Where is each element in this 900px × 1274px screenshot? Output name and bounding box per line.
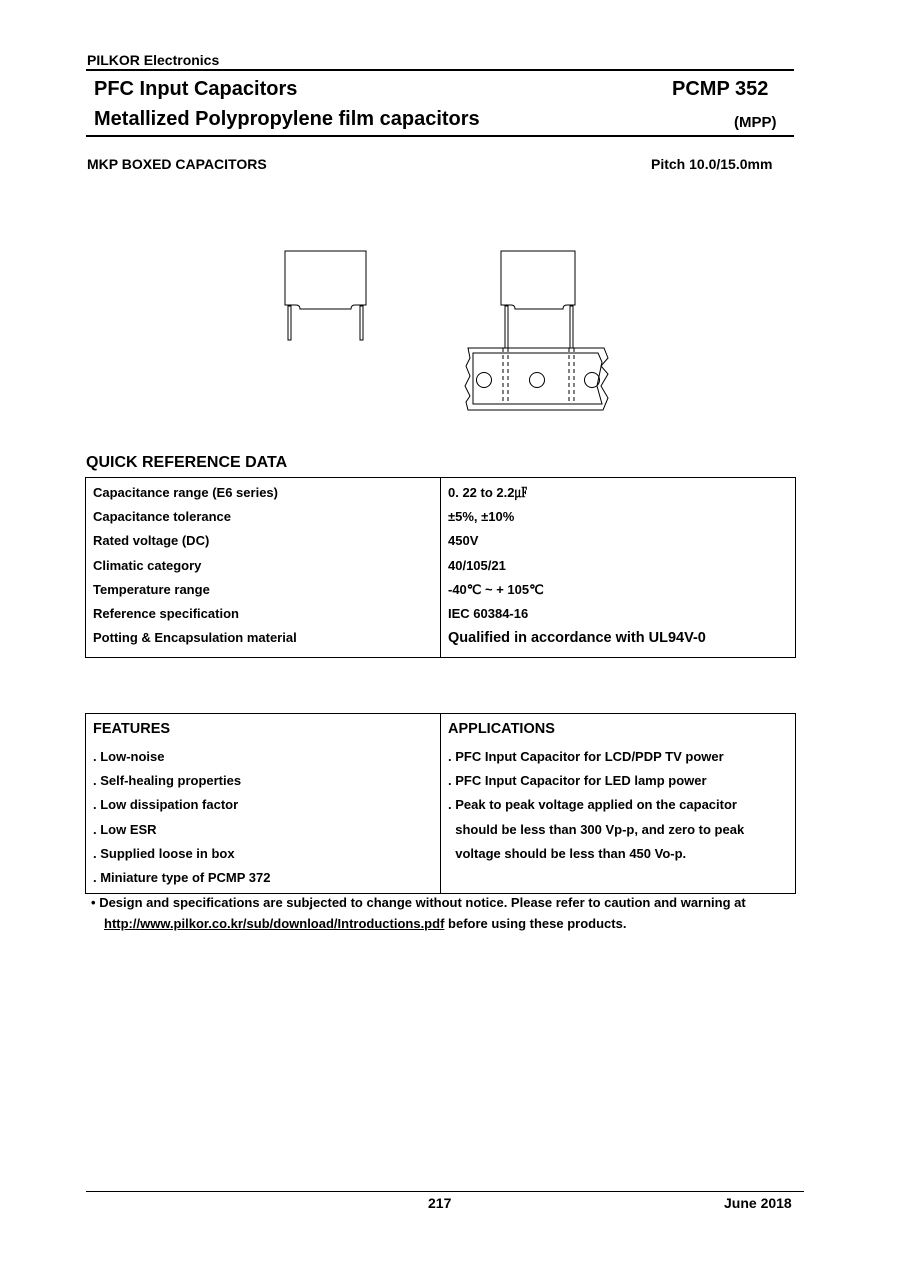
feature-item: . Low ESR: [93, 821, 157, 837]
note-bullet: •: [91, 895, 96, 910]
subheader-left: MKP BOXED CAPACITORS: [87, 156, 267, 172]
feature-item: . Low dissipation factor: [93, 797, 239, 813]
quick-reference-heading: QUICK REFERENCE DATA: [86, 454, 288, 471]
qrd-value: ±5%, ±10%: [448, 509, 515, 525]
header-rule-top: [86, 69, 794, 71]
header-rule-bottom: [86, 135, 794, 137]
type-code: (MPP): [734, 114, 777, 131]
qrd-values: [441, 478, 796, 658]
qrd-value: IEC 60384-16: [448, 605, 529, 621]
qrd-value: 40/105/21: [448, 557, 506, 573]
feature-item: . Supplied loose in box: [93, 845, 235, 861]
feature-item: . Self-healing properties: [93, 773, 242, 789]
application-item: . PFC Input Capacitor for LED lamp power: [448, 773, 707, 789]
application-item: voltage should be less than 450 Vo-p.: [448, 845, 687, 861]
part-number: PCMP 352: [672, 78, 769, 100]
quick-reference-table: [85, 477, 796, 658]
introductions-link[interactable]: http://www.pilkor.co.kr/sub/download/Introductions.pdf: [104, 916, 445, 931]
features-heading: FEATURES: [93, 721, 171, 737]
capacitor-drawing: [270, 240, 630, 420]
applications-cell: [441, 714, 796, 894]
footer-rule: [86, 1191, 804, 1192]
qrd-label: Potting & Encapsulation material: [93, 630, 297, 646]
title-line-2: Metallized Polypropylene film capacitors: [94, 108, 480, 130]
qrd-value: 450V: [448, 533, 479, 549]
qrd-label: Capacitance range (E6 series): [93, 485, 278, 500]
qrd-label: Capacitance tolerance: [93, 509, 232, 525]
note-after-link: before using these products.: [444, 916, 627, 931]
application-item: . PFC Input Capacitor for LCD/PDP TV power: [448, 749, 724, 764]
qrd-value: 0. 22 to 2.2㎌: [448, 485, 528, 500]
applications-heading: APPLICATIONS: [448, 721, 555, 737]
title-line-1: PFC Input Capacitors: [94, 78, 298, 100]
disclaimer-note: [91, 892, 791, 934]
features-applications-table: [85, 713, 796, 894]
qrd-value: Qualified in accordance with UL94V-0: [448, 630, 706, 647]
qrd-label: Reference specification: [93, 605, 239, 621]
feature-item: . Miniature type of PCMP 372: [93, 869, 271, 885]
qrd-value: -40℃ ~ + 105℃: [448, 581, 544, 597]
note-text: Design and specifications are subjected to change without notice. Please refer to caution and warning at: [99, 895, 746, 910]
feature-item: . Low-noise: [93, 749, 165, 764]
application-item: should be less than 300 Vp-p, and zero to peak: [448, 821, 745, 837]
application-item: . Peak to peak voltage applied on the capacitor: [448, 797, 737, 813]
company-name: PILKOR Electronics: [87, 52, 220, 68]
qrd-label: Climatic category: [93, 557, 202, 573]
footer-date: June 2018: [724, 1195, 792, 1211]
subheader-right: Pitch 10.0/15.0mm: [651, 156, 773, 172]
qrd-labels: [86, 478, 441, 658]
features-cell: [86, 714, 441, 894]
page-number: 217: [428, 1195, 452, 1211]
qrd-label: Rated voltage (DC): [93, 533, 210, 549]
qrd-label: Temperature range: [93, 581, 210, 597]
